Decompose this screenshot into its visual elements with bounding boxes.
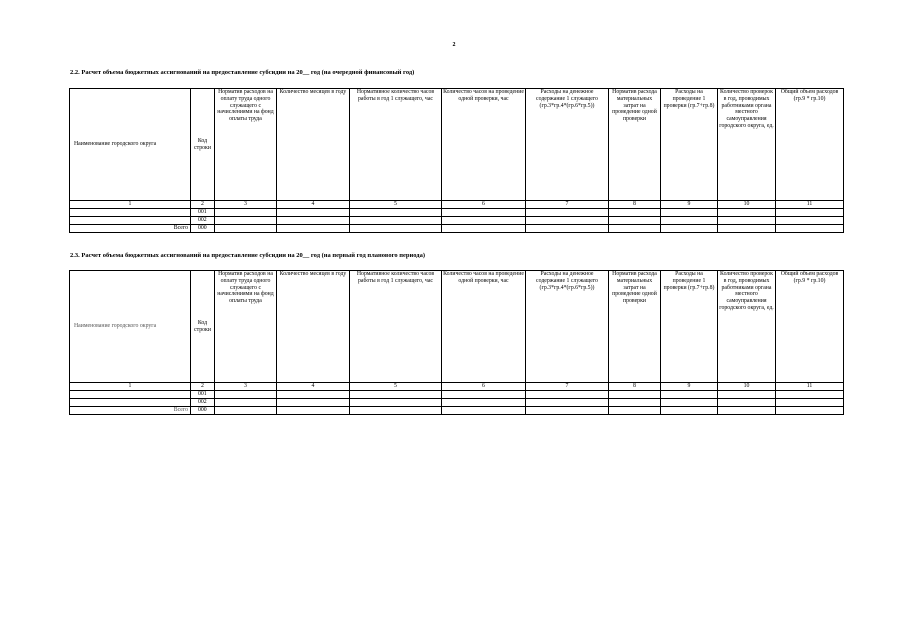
header-salary-norm: Норматив расходов на оплату труда одного служащего с начислениями на фонд оплаты труда xyxy=(215,89,277,201)
cell[interactable] xyxy=(442,217,526,225)
cell[interactable] xyxy=(776,391,844,399)
total-label: Всего xyxy=(70,407,191,415)
cell[interactable] xyxy=(526,225,609,233)
header-total-cost: Общий объем расходов (гр.9 * гр.10) xyxy=(776,271,844,383)
total-row xyxy=(70,225,844,233)
cell[interactable] xyxy=(609,407,661,415)
total-row xyxy=(70,407,844,415)
header-cost-per-check: Расходы на проведение 1 проверки (гр.7+гр.8) xyxy=(661,89,718,201)
cell[interactable] xyxy=(70,217,191,225)
section-title-2-3: 2.3. Расчет объема бюджетных ассигнований на предоставление субсидии на 20__ год (на первый год планового периода) xyxy=(70,252,425,259)
cell[interactable] xyxy=(776,399,844,407)
total-label: Всего xyxy=(70,225,191,233)
cell[interactable] xyxy=(718,399,776,407)
header-district-name: Наименование городского округа xyxy=(70,89,191,201)
cell[interactable] xyxy=(350,209,442,217)
cell[interactable] xyxy=(215,399,277,407)
cell[interactable] xyxy=(350,391,442,399)
table-2-3 xyxy=(69,270,844,415)
cell[interactable] xyxy=(609,217,661,225)
cell[interactable] xyxy=(776,217,844,225)
header-cost-per-check: Расходы на проведение 1 проверки (гр.7+гр.8) xyxy=(661,271,718,383)
cell[interactable] xyxy=(526,217,609,225)
header-material-norm: Норматив расхода материальных затрат на проведение одной проверки xyxy=(609,89,661,201)
page-number: 2 xyxy=(452,42,456,48)
column-number: 3 xyxy=(215,201,277,209)
section-title-2-2: 2.2. Расчет объема бюджетных ассигнований на предоставление субсидии на 20__ год (на очередной финансовый год) xyxy=(70,69,415,76)
cell[interactable] xyxy=(718,391,776,399)
cell[interactable] xyxy=(70,209,191,217)
cell[interactable] xyxy=(526,209,609,217)
cell[interactable] xyxy=(442,209,526,217)
column-number: 10 xyxy=(718,201,776,209)
cell[interactable] xyxy=(526,399,609,407)
header-months: Количество месяцев в году xyxy=(277,271,350,383)
cell[interactable] xyxy=(661,391,718,399)
header-annual-hours: Нормативное количество часов работы в год 1 служащего, час xyxy=(350,271,442,383)
cell[interactable] xyxy=(661,399,718,407)
header-salary-cost: Расходы на денежное содержание 1 служащего (гр.3*гр.4*(гр.6*гр.5)) xyxy=(526,89,609,201)
header-row-code: Код строки xyxy=(191,89,215,201)
column-number: 9 xyxy=(661,201,718,209)
row-code: 001 xyxy=(191,209,215,217)
table-row xyxy=(70,217,844,225)
cell[interactable] xyxy=(215,217,277,225)
cell[interactable] xyxy=(776,225,844,233)
row-code: 000 xyxy=(191,407,215,415)
cell[interactable] xyxy=(215,209,277,217)
cell[interactable] xyxy=(277,209,350,217)
header-annual-hours: Нормативное количество часов работы в год 1 служащего, час xyxy=(350,89,442,201)
header-months: Количество месяцев в году xyxy=(277,89,350,201)
cell[interactable] xyxy=(215,407,277,415)
cell[interactable] xyxy=(442,407,526,415)
column-number: 1 xyxy=(70,201,191,209)
column-number: 11 xyxy=(776,201,844,209)
column-number: 4 xyxy=(277,383,350,391)
cell[interactable] xyxy=(442,225,526,233)
cell[interactable] xyxy=(609,391,661,399)
cell[interactable] xyxy=(609,399,661,407)
cell[interactable] xyxy=(442,399,526,407)
table-row xyxy=(70,209,844,217)
column-number: 4 xyxy=(277,201,350,209)
header-salary-cost: Расходы на денежное содержание 1 служащего (гр.3*гр.4*(гр.6*гр.5)) xyxy=(526,271,609,383)
row-code: 000 xyxy=(191,225,215,233)
column-number: 9 xyxy=(661,383,718,391)
header-salary-norm: Норматив расходов на оплату труда одного служащего с начислениями на фонд оплаты труда xyxy=(215,271,277,383)
cell[interactable] xyxy=(776,209,844,217)
table-row xyxy=(70,399,844,407)
cell[interactable] xyxy=(776,407,844,415)
column-number: 5 xyxy=(350,201,442,209)
cell[interactable] xyxy=(350,225,442,233)
row-code: 002 xyxy=(191,399,215,407)
cell[interactable] xyxy=(661,217,718,225)
cell[interactable] xyxy=(350,399,442,407)
header-total-cost: Общий объем расходов (гр.9 * гр.10) xyxy=(776,89,844,201)
header-material-norm: Норматив расхода материальных затрат на проведение одной проверки xyxy=(609,271,661,383)
column-number: 3 xyxy=(215,383,277,391)
header-checks-count: Количество проверок в год, проводимых работниками органа местного самоуправления городского округа, ед. xyxy=(718,271,776,383)
column-number: 7 xyxy=(526,383,609,391)
header-row-code: Код строки xyxy=(191,271,215,383)
cell[interactable] xyxy=(526,391,609,399)
header-hours-per-check: Количество часов на проведение одной проверки, час xyxy=(442,89,526,201)
cell[interactable] xyxy=(718,407,776,415)
header-row xyxy=(70,271,844,383)
cell[interactable] xyxy=(277,407,350,415)
cell[interactable] xyxy=(70,399,191,407)
cell[interactable] xyxy=(718,217,776,225)
cell[interactable] xyxy=(442,391,526,399)
column-number: 11 xyxy=(776,383,844,391)
column-number: 5 xyxy=(350,383,442,391)
header-district-name: Наименование городского округа xyxy=(70,271,191,383)
table-2-2 xyxy=(69,88,844,233)
cell[interactable] xyxy=(277,225,350,233)
cell[interactable] xyxy=(609,225,661,233)
column-number: 8 xyxy=(609,383,661,391)
row-code: 001 xyxy=(191,391,215,399)
cell[interactable] xyxy=(661,225,718,233)
cell[interactable] xyxy=(277,217,350,225)
header-row xyxy=(70,89,844,201)
column-number: 8 xyxy=(609,201,661,209)
header-checks-count: Количество проверок в год, проводимых работниками органа местного самоуправления городского округа, ед. xyxy=(718,89,776,201)
cell[interactable] xyxy=(70,391,191,399)
cell[interactable] xyxy=(350,217,442,225)
cell[interactable] xyxy=(661,209,718,217)
column-number: 7 xyxy=(526,201,609,209)
row-code: 002 xyxy=(191,217,215,225)
column-number: 2 xyxy=(191,201,215,209)
column-number: 1 xyxy=(70,383,191,391)
cell[interactable] xyxy=(718,225,776,233)
cell[interactable] xyxy=(718,209,776,217)
column-number: 2 xyxy=(191,383,215,391)
column-numbers-row xyxy=(70,383,844,391)
cell[interactable] xyxy=(277,399,350,407)
column-number: 10 xyxy=(718,383,776,391)
table-row xyxy=(70,391,844,399)
column-numbers-row xyxy=(70,201,844,209)
cell[interactable] xyxy=(215,391,277,399)
cell[interactable] xyxy=(609,209,661,217)
cell[interactable] xyxy=(215,225,277,233)
column-number: 6 xyxy=(442,201,526,209)
header-hours-per-check: Количество часов на проведение одной проверки, час xyxy=(442,271,526,383)
cell[interactable] xyxy=(661,407,718,415)
column-number: 6 xyxy=(442,383,526,391)
cell[interactable] xyxy=(526,407,609,415)
cell[interactable] xyxy=(350,407,442,415)
cell[interactable] xyxy=(277,391,350,399)
